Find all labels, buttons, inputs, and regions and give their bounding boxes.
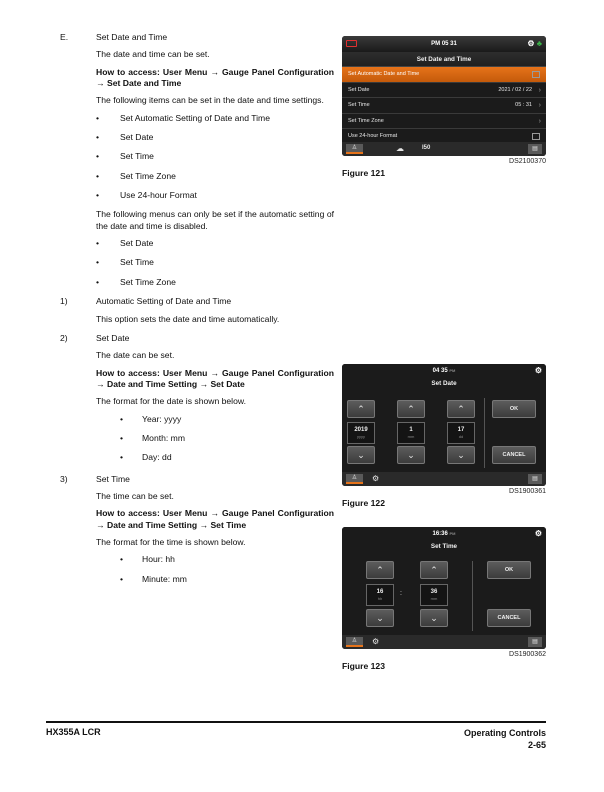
- up-chevron-icon: ⌃: [457, 404, 465, 414]
- text-column: [60, 32, 334, 593]
- time-separator: :: [400, 590, 402, 597]
- step-access-path: How to access: User Menu → Gauge Panel Configuration → Date and Time Setting → Set Date: [96, 367, 334, 389]
- year-value[interactable]: [347, 422, 375, 444]
- step-heading: [60, 333, 334, 344]
- figure-caption: Figure 123: [342, 661, 385, 672]
- month-number: 1: [409, 427, 413, 433]
- down-chevron-icon: ⌄: [407, 450, 415, 460]
- day-up-button[interactable]: [447, 400, 475, 418]
- items-list: [60, 113, 334, 202]
- figure-code: DS1900362: [509, 651, 546, 658]
- set-date-screen: [342, 364, 546, 486]
- hour-unit: hh: [377, 596, 383, 601]
- status-bar: [342, 36, 546, 52]
- minute-number: 36: [430, 589, 438, 595]
- clock-readout: 16:36: [432, 531, 448, 537]
- step-title: Set Date: [96, 332, 130, 343]
- chevron-right-icon: ›: [538, 86, 541, 94]
- ampm-label: PM: [449, 368, 456, 373]
- cancel-button[interactable]: CANCEL: [492, 446, 536, 464]
- chevron-right-icon: ›: [538, 117, 541, 125]
- list-item: • Set Time Zone: [96, 171, 334, 182]
- checkbox[interactable]: [532, 71, 540, 78]
- list-item: • Set Automatic Setting of Date and Time: [96, 113, 334, 124]
- screen-title: Set Date: [342, 378, 546, 392]
- step-description: The time can be set.: [96, 490, 174, 501]
- year-number: 2019: [354, 427, 368, 433]
- step-description: This option sets the date and time automatically.: [96, 313, 280, 324]
- year-up-button[interactable]: [347, 400, 375, 418]
- menu-row-set-time[interactable]: [342, 98, 546, 114]
- month-up-button[interactable]: [397, 400, 425, 418]
- minute-down-button[interactable]: [420, 609, 448, 627]
- footer-rule: [46, 721, 546, 723]
- down-chevron-icon: ⌄: [430, 613, 438, 623]
- list-item: • Set Time Zone: [96, 277, 334, 288]
- hour-down-button[interactable]: [366, 609, 394, 627]
- list-item: • Use 24-hour Format: [96, 190, 334, 201]
- engine-icon: ⚙: [534, 529, 542, 538]
- format-intro: The format for the time is shown below.: [96, 536, 246, 547]
- step-access-path: How to access: User Menu → Gauge Panel Configuration → Date and Time Setting → Set Time: [96, 508, 334, 530]
- footer-model: HX355A LCR: [46, 727, 101, 737]
- ampm-label: PM: [449, 531, 456, 536]
- list-item: • Set Time: [96, 257, 334, 268]
- bottom-bar: [342, 142, 546, 156]
- engine-icon: ⚙: [534, 366, 542, 375]
- manual-items-list: [60, 238, 334, 288]
- eco-icon: ♣: [536, 39, 542, 48]
- section-access-path: How to access: User Menu → Gauge Panel Configuration → Set Date and Time: [96, 66, 334, 89]
- down-chevron-icon: ⌄: [376, 613, 384, 623]
- menu-icon[interactable]: ▤: [528, 474, 542, 484]
- format-list: [60, 554, 334, 585]
- step-title: Automatic Setting of Date and Time: [96, 296, 232, 307]
- bottom-value: I50: [422, 145, 431, 151]
- row-label: Set Automatic Date and Time: [348, 71, 420, 77]
- step-heading: [60, 474, 334, 485]
- menu-icon[interactable]: ▤: [528, 637, 542, 647]
- footer-section: Operating Controls: [463, 728, 546, 738]
- ok-button[interactable]: OK: [487, 561, 531, 579]
- step-number: 3): [60, 473, 68, 484]
- row-label: Set Date: [348, 86, 370, 93]
- day-down-button[interactable]: [447, 446, 475, 464]
- list-item: • Set Date: [96, 238, 334, 249]
- section-intro: The date and time can be set.: [96, 49, 210, 60]
- chevron-right-icon: ›: [538, 102, 541, 109]
- figure-121: [342, 36, 546, 180]
- divider: [484, 398, 485, 468]
- year-unit: yyyy: [357, 434, 365, 439]
- list-item: • Day: dd: [120, 452, 334, 463]
- section-heading: [60, 32, 334, 43]
- figure-code: DS1900361: [509, 488, 546, 495]
- menu-row-set-time-zone[interactable]: [342, 114, 546, 130]
- menu-row-auto-date-time[interactable]: [342, 67, 546, 83]
- list-item: • Set Time: [96, 151, 334, 162]
- screen-title: Set Time: [342, 541, 546, 555]
- format-intro: The format for the date is shown below.: [96, 396, 246, 407]
- row-value: 2021 / 02 / 22: [498, 86, 532, 93]
- minute-value[interactable]: [420, 584, 448, 606]
- section-letter: E.: [60, 32, 69, 42]
- status-bar: [342, 364, 546, 378]
- engine-icon: ⚙: [527, 39, 535, 48]
- manual-intro: The following menus can only be set if the automatic setting of the date and time is disabled.: [96, 209, 334, 231]
- up-chevron-icon: ⌃: [376, 565, 384, 575]
- operator-icon[interactable]: ♙: [346, 474, 363, 484]
- step-heading: [60, 296, 334, 307]
- step-description: The date can be set.: [96, 350, 175, 361]
- month-down-button[interactable]: [397, 446, 425, 464]
- down-chevron-icon: ⌄: [457, 450, 465, 460]
- clock-readout: PM 05 31: [431, 41, 457, 47]
- list-item: • Hour: hh: [120, 554, 334, 565]
- up-chevron-icon: ⌃: [407, 404, 415, 414]
- machine-icon: ⚙: [372, 474, 380, 483]
- minute-up-button[interactable]: [420, 561, 448, 579]
- figure-caption: Figure 121: [342, 168, 385, 179]
- menu-row-set-date[interactable]: [342, 83, 546, 99]
- list-item: • Year: yyyy: [120, 414, 334, 425]
- cloud-icon: ☁: [396, 144, 404, 153]
- bottom-bar: [342, 635, 546, 649]
- ok-button[interactable]: OK: [492, 400, 536, 418]
- machine-icon: ⚙: [372, 637, 380, 646]
- bottom-bar: [342, 472, 546, 486]
- set-date-time-screen: [342, 36, 546, 156]
- menu-icon[interactable]: ▤: [528, 144, 542, 154]
- hour-number: 16: [376, 589, 384, 595]
- set-time-screen: [342, 527, 546, 649]
- down-chevron-icon: ⌄: [357, 450, 365, 460]
- figure-code: DS2100370: [509, 158, 546, 165]
- row-label: Set Time: [348, 102, 370, 108]
- row-label: Set Time Zone: [348, 117, 384, 124]
- divider: [472, 561, 473, 631]
- status-icons: [527, 39, 542, 48]
- figure-caption: Figure 122: [342, 498, 385, 509]
- status-bar: [342, 527, 546, 541]
- step-number: 2): [60, 332, 68, 343]
- page-number: 2-65: [527, 740, 546, 750]
- figure-123: [342, 527, 546, 673]
- checkbox[interactable]: [532, 133, 540, 140]
- cancel-button[interactable]: CANCEL: [487, 609, 531, 627]
- battery-icon: [346, 40, 357, 47]
- figure-122: [342, 364, 546, 510]
- screen-title: Set Date and Time: [342, 52, 546, 67]
- up-chevron-icon: ⌃: [430, 565, 438, 575]
- operator-icon[interactable]: ♙: [346, 144, 363, 154]
- day-value[interactable]: [447, 422, 475, 444]
- footer-info: [464, 727, 546, 751]
- items-intro: The following items can be set in the date and time settings.: [96, 95, 324, 106]
- step-title: Set Time: [96, 473, 130, 484]
- row-label: Use 24-hour Format: [348, 133, 398, 139]
- hour-value[interactable]: [366, 584, 394, 606]
- day-number: 17: [457, 427, 465, 433]
- list-item: • Month: mm: [120, 433, 334, 444]
- step-number: 1): [60, 296, 68, 307]
- list-item: • Minute: mm: [120, 574, 334, 585]
- format-list: [60, 414, 334, 464]
- clock-readout: 04 35: [432, 368, 448, 374]
- operator-icon[interactable]: ♙: [346, 637, 363, 647]
- row-value: 05 : 31: [515, 102, 532, 108]
- day-unit: dd: [458, 434, 464, 439]
- section-title: Set Date and Time: [96, 32, 168, 42]
- up-chevron-icon: ⌃: [357, 404, 365, 414]
- hour-up-button[interactable]: [366, 561, 394, 579]
- list-item: • Set Date: [96, 132, 334, 143]
- month-unit: mm: [407, 434, 415, 439]
- year-down-button[interactable]: [347, 446, 375, 464]
- minute-unit: mm: [430, 596, 438, 601]
- month-value[interactable]: [397, 422, 425, 444]
